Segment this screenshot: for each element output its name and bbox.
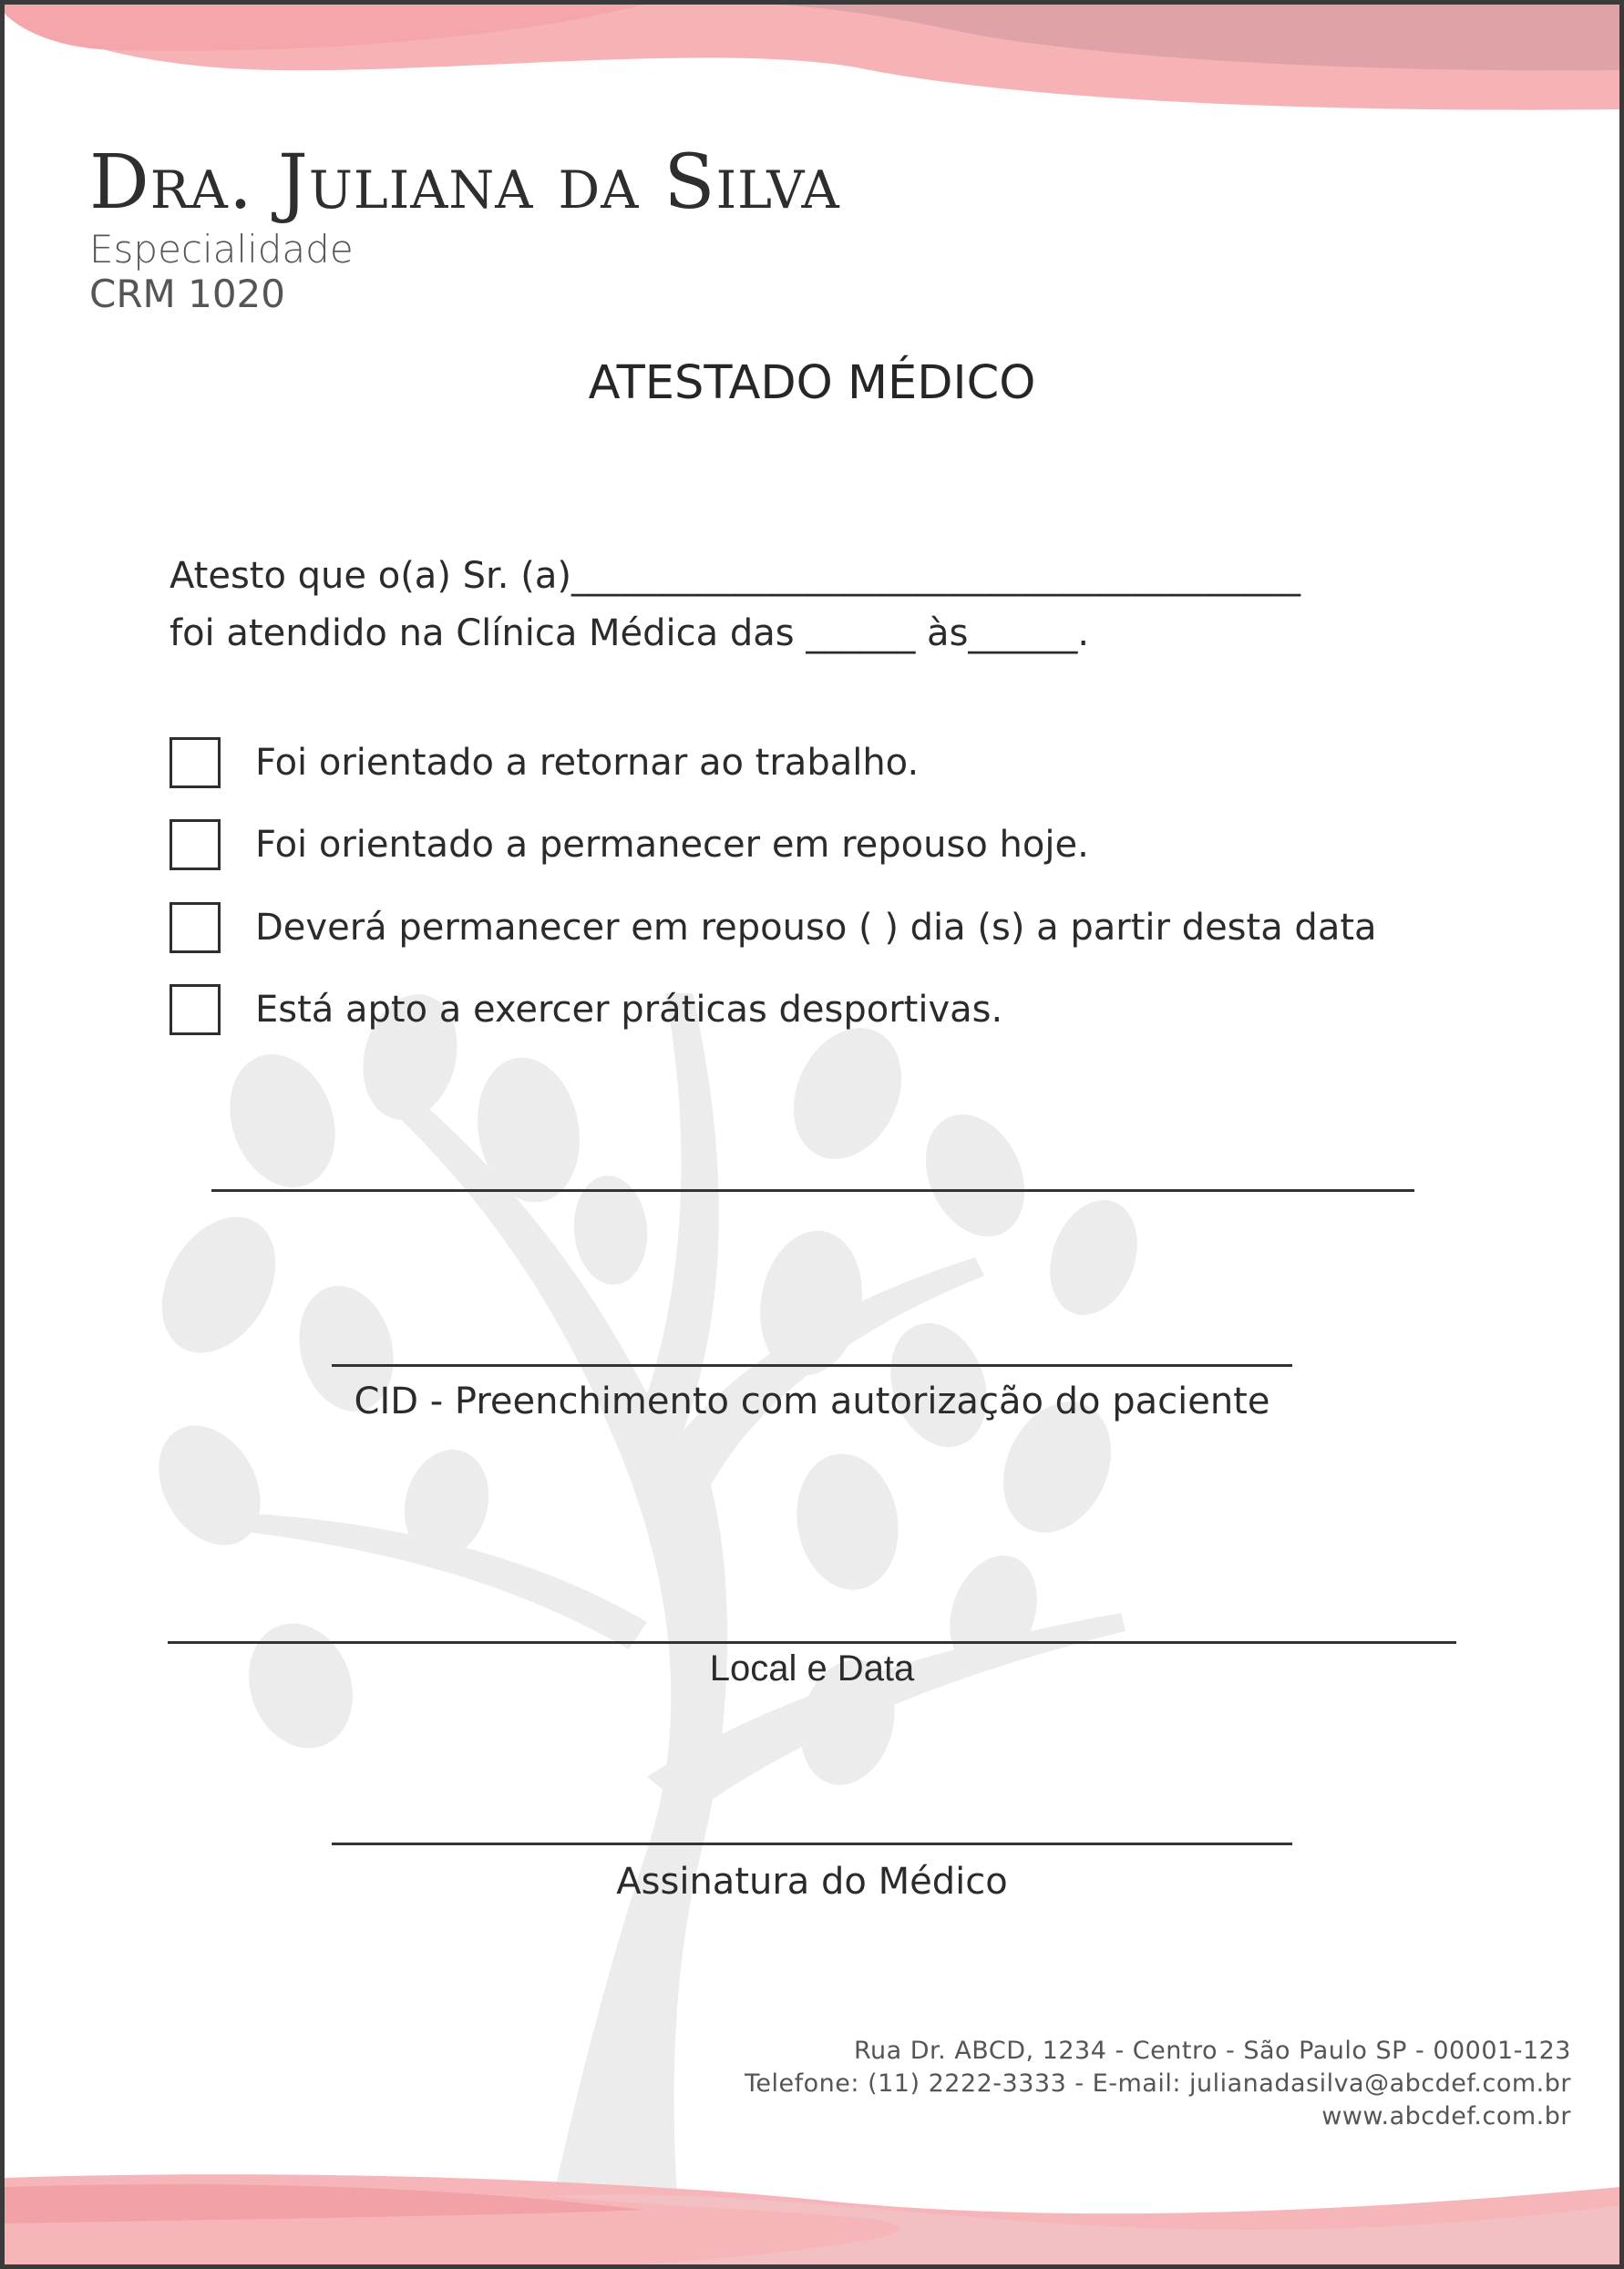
option-return-to-work[interactable] (170, 734, 919, 791)
cid-label: CID - Preenchimento com autorização do paciente (354, 1381, 1270, 1422)
blank-line[interactable] (211, 1189, 1414, 1192)
doctor-specialty: Especialidade (89, 227, 354, 272)
option-label: Foi orientado a permanecer em repouso hoje. (255, 824, 1089, 866)
cid-line[interactable] (332, 1364, 1292, 1367)
option-label: Foi orientado a retornar ao trabalho. (255, 742, 920, 784)
footer-contact: Telefone: (11) 2222-3333 - E-mail: julianadasilva@abcdef.com.br (745, 2069, 1571, 2098)
option-rest-days[interactable] (170, 899, 1377, 956)
footer-address: Rua Dr. ABCD, 1234 - Centro - São Paulo SP - 00001-123 (853, 2037, 1571, 2065)
attest-line-patient: Atesto que o(a) Sr. (a)________________________________________ (170, 555, 1300, 597)
option-label: Deverá permanecer em repouso ( ) dia (s) a partir desta data (255, 907, 1377, 949)
bottom-wave-decoration (5, 2169, 1619, 2264)
checkbox[interactable] (170, 984, 221, 1035)
attest-line-hours: foi atendido na Clínica Médica das ______ às______. (170, 612, 1090, 654)
checkbox[interactable] (170, 737, 221, 788)
doctor-name: Dra. Juliana da Silva (89, 139, 840, 226)
signature-label: Assinatura do Médico (616, 1861, 1008, 1903)
footer-website: www.abcdef.com.br (1321, 2102, 1571, 2130)
signature-line[interactable] (332, 1843, 1292, 1845)
document-title: ATESTADO MÉDICO (588, 356, 1036, 410)
checkbox[interactable] (170, 902, 221, 953)
checkbox[interactable] (170, 819, 221, 870)
option-sports-fit[interactable] (170, 981, 1002, 1038)
local-date-line[interactable] (168, 1641, 1456, 1644)
option-label: Está apto a exercer práticas desportivas. (255, 989, 1003, 1031)
doctor-crm: CRM 1020 (89, 272, 285, 316)
local-date-label: Local e Data (709, 1648, 915, 1689)
option-rest-today[interactable] (170, 816, 1089, 873)
